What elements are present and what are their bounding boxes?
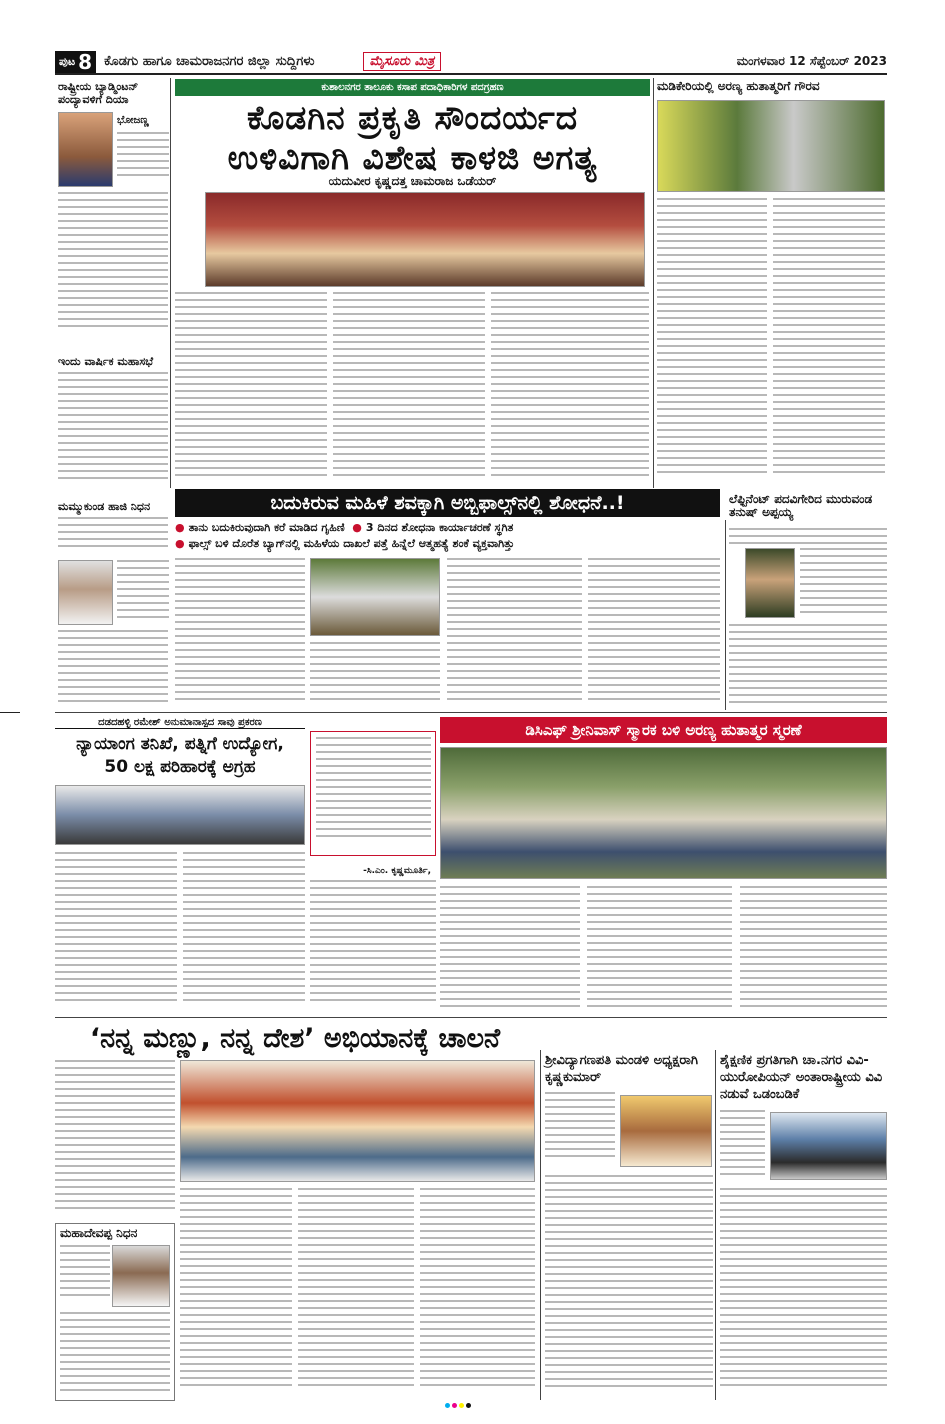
column-divider (715, 1050, 716, 1400)
left-story3-body-side (117, 560, 169, 625)
officer-photo (745, 548, 795, 618)
middle-kicker: ದಡದಹಳ್ಳಿ ರಮೇಶ್ ಅನುಮಾನಾಸ್ಪದ ಸಾವು ಪ್ರಕರಣ (55, 717, 305, 729)
side-story2-intro (720, 1110, 765, 1180)
letter-box-body (316, 737, 431, 842)
bullet-text-1: ತಾನು ಬದುಕಿರುವುದಾಗಿ ಕರೆ ಮಾಡಿದ ಗೃಹಿಣಿ (188, 521, 345, 534)
side-story1-intro (545, 1092, 615, 1167)
right-story1-headline: ಮಡಿಕೇರಿಯಲ್ಲಿ ಅರಣ್ಯ ಹುತಾತ್ಮರಿಗೆ ಗೌರವ (657, 79, 820, 93)
athlete-photo (58, 112, 113, 187)
waterfall-photo (310, 558, 440, 636)
black-mark (466, 1403, 471, 1408)
hero-body-col3 (491, 292, 649, 482)
middle-headline-line1: ನ್ಯಾಯಾಂಗ ತನಿಖೆ, ಪತ್ನಿಗೆ ಉದ್ಯೋಗ, (76, 734, 284, 754)
cyan-mark (445, 1403, 450, 1408)
margin-mark (0, 712, 20, 713)
side-story2-headline: ಶೈಕ್ಷಣಿಕ ಪ್ರಗತಿಗಾಗಿ ಚಾ.ನಗರ ವಿವಿ- ಯುರೋಪಿಯನ್ ಅಂತಾರಾಷ್ಟ್ರೀಯ ವಿವಿ ನಡುವೆ ಒಡಂಬಡಿಕೆ (720, 1053, 883, 1102)
side-story1-headline: ಶ್ರೀವಿದ್ಯಾಗಣಪತಿ ಮಂಡಳಿ ಅಧ್ಯಕ್ಷರಾಗಿ ಕೃಷ್ಣಕುಮಾರ್ (545, 1053, 699, 1085)
right-story2-headline: ಲೆಫ್ಟಿನೆಂಟ್ ಪದವಿಗೇರಿದ ಮುರುವಂಡ ತನುಷ್ ಅಪ್ಪಯ್ಯ (729, 492, 873, 519)
bullet-row (175, 536, 720, 552)
masthead (55, 50, 887, 75)
hero-body-col1 (175, 292, 327, 482)
second-story-bullets (175, 520, 720, 552)
section-divider (55, 1017, 887, 1018)
lower-body-col3 (298, 1188, 414, 1398)
second-story-body-col1 (175, 558, 305, 708)
section-title: ಕೊಡಗು ಹಾಗೂ ಚಾಮರಾಜನಗರ ಜಿಲ್ಲಾ ಸುದ್ದಿಗಳು (104, 54, 315, 69)
right-story2-body-side (800, 548, 887, 618)
group-photo (440, 747, 887, 879)
middle-headline (55, 733, 305, 779)
right-story1-body-col2 (773, 198, 885, 483)
middle-body-col3 (310, 880, 436, 1012)
hero-headline-line1: ಕೊಡಗಿನ ಪ್ರಕೃತಿ ಸೌಂದರ್ಯದ (246, 98, 579, 137)
lower-body-col4 (420, 1188, 535, 1398)
second-story-body-col3 (447, 558, 582, 708)
right-story2-body (729, 624, 887, 710)
second-story-body-col2 (310, 642, 440, 708)
left-story1-name: ಭೋಜಣ್ಣ (117, 115, 149, 126)
tribute-photo (657, 100, 885, 192)
memorial-body-col1 (440, 886, 580, 1012)
obituary-portrait (112, 1245, 170, 1307)
column-divider (725, 520, 726, 710)
left-story1-body (117, 132, 169, 187)
hero-body-col2 (333, 292, 485, 482)
column-divider (170, 78, 171, 488)
middle-headline-line2: 50 ಲಕ್ಷ ಪರಿಹಾರಕ್ಕೆ ಅಗ್ರಹ (104, 757, 256, 777)
left-story2-headline: ಇಂದು ವಾರ್ಷಿಕ ಮಹಾಸಭೆ (58, 355, 154, 368)
section-divider (55, 712, 887, 713)
bullet-text-3: ಫಾಲ್ಸ್ ಬಳಿ ದೊರೆತ ಬ್ಯಾಗ್‌ನಲ್ಲಿ ಮಹಿಳೆಯ ದಾಖಲೆ ಪತ್ತೆ ಹಿನ್ನೆಲೆ ಆತ್ಮಹತ್ಯೆ ಶಂಕೆ ವ್ಯಕ್ತವಾಗಿತ್ತು (188, 537, 515, 550)
page-number: 8 (78, 49, 93, 74)
middle-body-col1 (55, 852, 177, 1012)
lower-body-intro (55, 1060, 175, 1220)
obituary-body-side (60, 1245, 110, 1300)
president-photo (620, 1095, 712, 1167)
obituary-headline: ಮಹಾದೇವಪ್ಪ ನಿಧನ (60, 1226, 138, 1240)
campaign-photo (180, 1060, 535, 1182)
bullet-text-2: 3 ದಿನದ ಶೋಧನಾ ಕಾರ್ಯಾಚರಣೆ ಸ್ಥಗಿತ (365, 521, 514, 534)
second-story-body-col4 (588, 558, 720, 708)
lower-body-col2 (180, 1188, 292, 1398)
bullet-icon: ● (352, 521, 362, 534)
letter-signature: -ಸಿ.ಎಂ. ಕೃಷ್ಣಮೂರ್ತಿ, (363, 866, 431, 876)
left-story3-headline: ಮಮ್ಮುಕುಂಡ ಹಾಜಿ ನಿಧನ (58, 500, 151, 513)
registration-marks (445, 1403, 471, 1408)
bullet-icon: ● (175, 521, 185, 534)
issue-date: ಮಂಗಳವಾರ 12 ಸೆಪ್ಟೆಂಬರ್ 2023 (736, 54, 887, 68)
column-divider (540, 1050, 541, 1400)
obituary-photo (58, 560, 113, 625)
hero-headline-line2: ಉಳಿವಿಗಾಗಿ ವಿಶೇಷ ಕಾಳಜಿ ಅಗತ್ಯ (227, 138, 598, 177)
left-story1-body-cont (58, 192, 168, 350)
left-story3-body-cont (58, 630, 168, 710)
second-story-banner: ಬದುಕಿರುವ ಮಹಿಳೆ ಶವಕ್ಕಾಗಿ ಅಬ್ಬಿಫಾಲ್ಸ್‌ನಲ್ಲಿ ಶೋಧನೆ..! (175, 489, 720, 517)
obituary-body (60, 1312, 170, 1397)
side-story1-body (545, 1175, 713, 1397)
left-story1-headline: ರಾಷ್ಟ್ರೀಯ ಬ್ಯಾಡ್ಮಿಂಟನ್ ಪಂದ್ಯಾವಳಿಗೆ ದಿಯಾ (58, 80, 139, 106)
column-divider (653, 78, 654, 488)
hero-kicker: ಕುಶಾಲನಗರ ತಾಲೂಕು ಕಸಾಪ ಪದಾಧಿಕಾರಿಗಳ ಪದಗ್ರಹಣ (175, 79, 650, 96)
memorial-body-col3 (740, 886, 887, 1012)
magenta-mark (452, 1403, 457, 1408)
page-number-badge (55, 51, 96, 73)
memorial-banner: ಡಿಸಿಎಫ್ ಶ್ರೀನಿವಾಸ್ ಸ್ಮಾರಕ ಬಳಿ ಅರಣ್ಯ ಹುತಾತ್ಮರ ಸ್ಮರಣೆ (440, 717, 887, 743)
left-story3-body (58, 517, 168, 557)
bullet-icon: ● (175, 537, 185, 550)
memorial-body-col2 (587, 886, 732, 1012)
side-story2-body (720, 1188, 887, 1398)
middle-body-col2 (183, 852, 305, 1012)
mou-photo (770, 1112, 887, 1180)
press-meet-photo (55, 785, 305, 845)
hero-event-photo (205, 192, 645, 287)
paper-logo: ಮೈಸೂರು ಮಿತ್ರ (363, 52, 442, 71)
bullet-row (175, 520, 720, 536)
lower-headline: ‘ನನ್ನ ಮಣ್ಣು, ನನ್ನ ದೇಶ’ ಅಭಿಯಾನಕ್ಕೆ ಚಾಲನೆ (89, 1023, 501, 1054)
yellow-mark (459, 1403, 464, 1408)
left-story2-body (58, 372, 168, 497)
right-story1-body-col1 (657, 198, 767, 483)
right-story2-intro (729, 528, 887, 546)
page-label: ಪುಟ (59, 54, 76, 68)
hero-byline: ಯದುವೀರ ಕೃಷ್ಣದತ್ತ ಚಾಮರಾಜ ಒಡೆಯರ್ (328, 174, 497, 188)
